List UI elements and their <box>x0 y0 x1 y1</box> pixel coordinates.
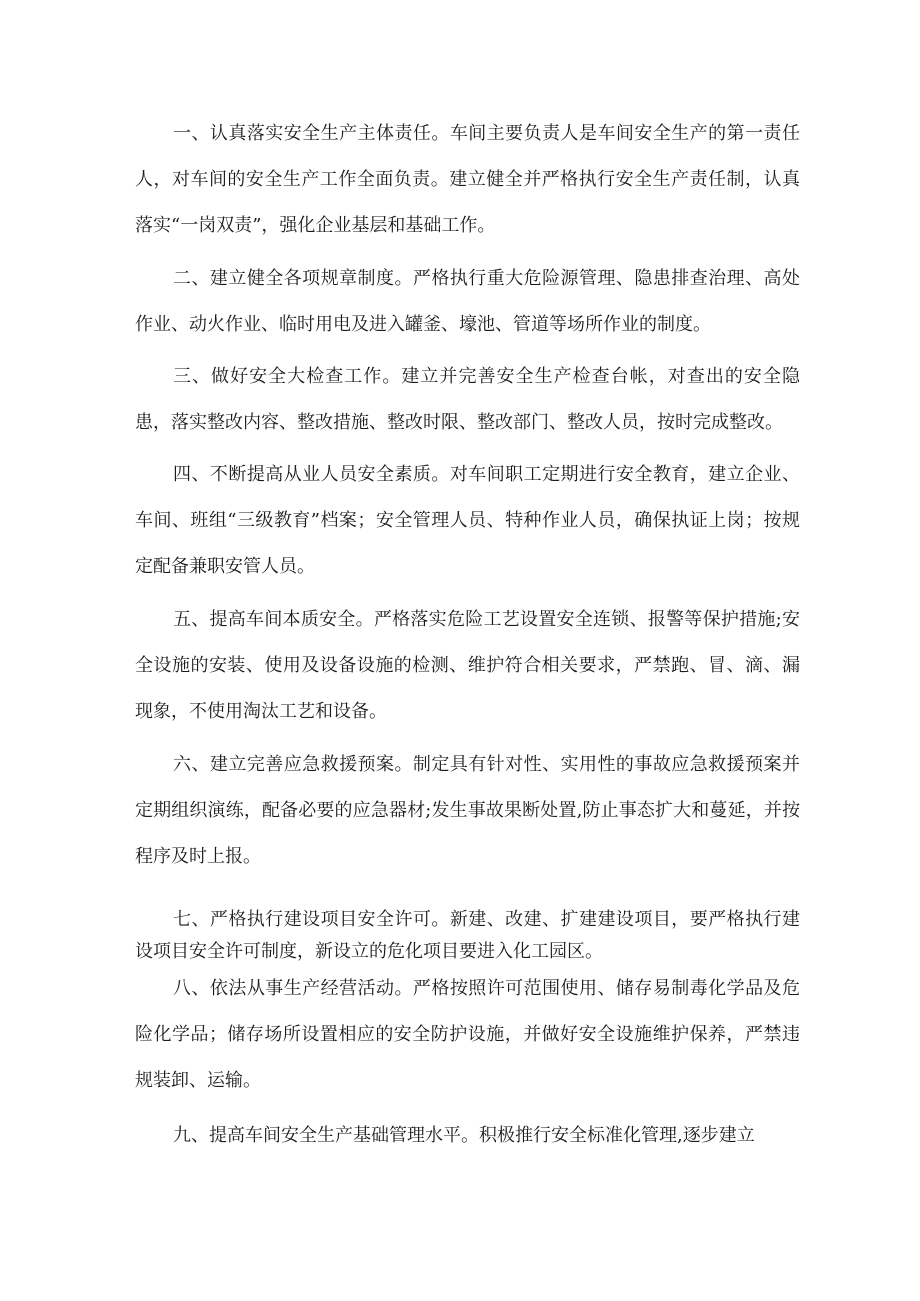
paragraph-2: 二、建立健全各项规章制度。严格执行重大危险源管理、隐患排查治理、高处作业、动火作业、临时用电及进入罐釜、壕池、管道等场所作业的制度。 <box>135 268 800 335</box>
paragraph-4: 四、不断提高从业人员安全素质。对车间职工定期进行安全教育，建立企业、车间、班组“三级教育”档案；安全管理人员、特种作业人员，确保执证上岗；按规定配备兼职安管人员。 <box>135 464 800 577</box>
paragraph-7: 七、严格执行建设项目安全许可。新建、改建、扩建建设项目，要严格执行建设项目安全许可制度，新设立的危化项目要进入化工园区。 <box>135 909 800 962</box>
paragraph-9: 九、提高车间安全生产基础管理水平。积极推行安全标准化管理,逐步建立 <box>173 1125 755 1146</box>
paragraph-5: 五、提高车间本质安全。严格落实危险工艺设置安全连锁、报警等保护措施;安全设施的安装、使用及设备设施的检测、维护符合相关要求，严禁跑、冒、滴、漏现象，不使用淘汰工艺和设备。 <box>135 609 800 722</box>
paragraph-8: 八、依法从事生产经营活动。严格按照许可范围使用、储存易制毒化学品及危险化学品；储存场所设置相应的安全防护设施，并做好安全设施维护保养，严禁违规装卸、运输。 <box>135 978 800 1091</box>
paragraph-6: 六、建立完善应急救援预案。制定具有针对性、实用性的事故应急救援预案并定期组织演练，配备必要的应急器材;发生事故果断处置,防止事态扩大和蔓延，并按程序及时上报。 <box>135 754 800 867</box>
paragraph-3: 三、做好安全大检查工作。建立并完善安全生产检查台帐，对查出的安全隐患，落实整改内容、整改措施、整改时限、整改部门、整改人员，按时完成整改。 <box>135 366 800 433</box>
paragraph-1: 一、认真落实安全生产主体责任。车间主要负责人是车间安全生产的第一责任人，对车间的安全生产工作全面负责。建立健全并严格执行安全生产责任制，认真落实“一岗双责”，强化企业基层和基础工作。 <box>135 123 800 236</box>
